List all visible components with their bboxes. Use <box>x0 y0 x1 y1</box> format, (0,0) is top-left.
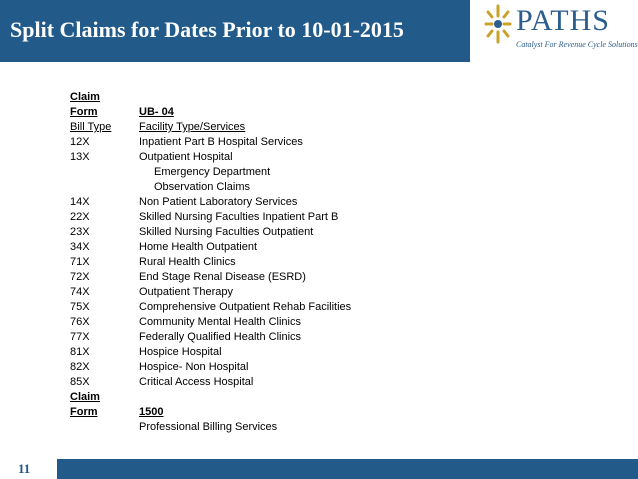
bill-type-code: 72X <box>70 271 90 283</box>
bill-type-header: Bill Type <box>70 121 112 133</box>
facility-service: Home Health Outpatient <box>139 241 258 253</box>
facility-service: Skilled Nursing Faculties Outpatient <box>139 226 314 238</box>
facility-service: Outpatient Hospital <box>139 151 233 163</box>
logo-tagline: Catalyst For Revenue Cycle Solutions <box>516 40 638 49</box>
facility-service: Federally Qualified Health Clinics <box>139 331 302 343</box>
bill-type-code: 23X <box>70 226 90 238</box>
facility-service: Inpatient Part B Hospital Services <box>139 136 303 148</box>
facility-service: Hospice Hospital <box>139 346 222 358</box>
facility-service: Hospice- Non Hospital <box>139 361 249 373</box>
claim-label: Claim <box>70 391 100 403</box>
footer-bar <box>57 459 638 479</box>
bill-type-code: 14X <box>70 196 90 208</box>
ub04-form-name: UB- 04 <box>139 106 174 118</box>
paths-emblem-icon <box>478 2 518 52</box>
bill-type-code: 34X <box>70 241 90 253</box>
bill-type-code: 85X <box>70 376 90 388</box>
bill-type-code: 75X <box>70 301 90 313</box>
facility-service: Emergency Department <box>154 166 271 178</box>
professional-billing-services: Professional Billing Services <box>139 421 278 433</box>
claim-label: Claim <box>70 91 100 103</box>
facility-service: Comprehensive Outpatient Rehab Facilities <box>139 301 352 313</box>
paths-logo <box>478 2 636 60</box>
bill-type-code: 71X <box>70 256 90 268</box>
bill-type-code: 81X <box>70 346 90 358</box>
logo-wordmark: PATHS <box>516 4 610 37</box>
form-label: Form <box>70 406 98 418</box>
slide-title: Split Claims for Dates Prior to 10-01-2015 <box>10 17 404 42</box>
bill-type-code: 82X <box>70 361 90 373</box>
cms1500-form-name: 1500 <box>139 406 164 418</box>
bill-type-code: 12X <box>70 136 90 148</box>
header-bar <box>0 0 470 62</box>
facility-type-header: Facility Type/Services <box>139 121 246 133</box>
facility-service: Outpatient Therapy <box>139 286 233 298</box>
facility-service: End Stage Renal Disease (ESRD) <box>139 271 306 283</box>
facility-service: Critical Access Hospital <box>139 376 254 388</box>
bill-type-code: 22X <box>70 211 90 223</box>
form-label: Form <box>70 106 98 118</box>
facility-service: Skilled Nursing Faculties Inpatient Part B <box>139 211 339 223</box>
facility-service: Non Patient Laboratory Services <box>139 196 298 208</box>
bill-type-code: 76X <box>70 316 90 328</box>
facility-service: Observation Claims <box>154 181 250 193</box>
facility-service: Rural Health Clinics <box>139 256 236 268</box>
bill-type-code: 13X <box>70 151 90 163</box>
bill-type-code: 74X <box>70 286 90 298</box>
bill-type-code: 77X <box>70 331 90 343</box>
facility-service: Community Mental Health Clinics <box>139 316 301 328</box>
page-number: 11 <box>18 461 31 476</box>
